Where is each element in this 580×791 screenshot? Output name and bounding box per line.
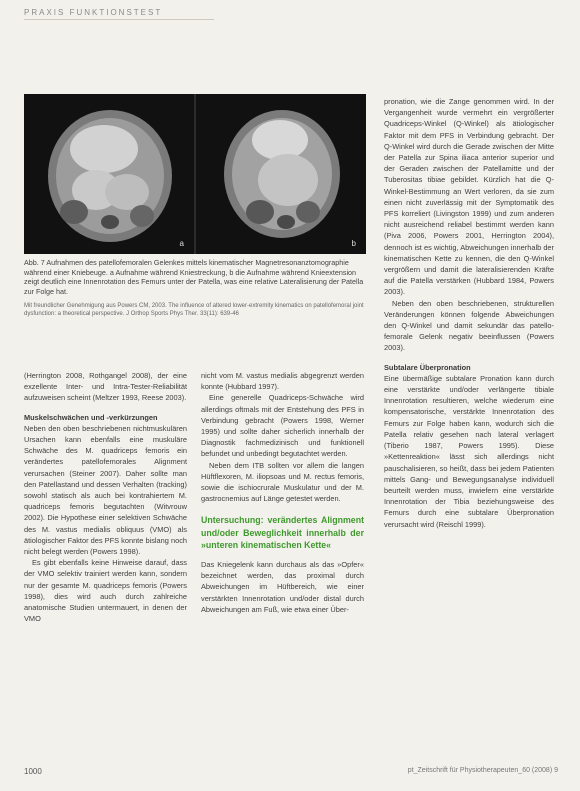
journal-footer: pt_Zeitschrift für Physiotherapeuten_60 (2008) 9 [407, 767, 558, 774]
page-number: 1000 [24, 767, 42, 776]
paragraph: Neben dem ITB sollten vor allem die langen Hüftflexoren, M. iliopsoas und M. rectus femoris, sowie die ischiocrurale Muskulatur und der M. gastrocnemius auf Länge getestet werden. [201, 460, 364, 504]
paragraph: Das Kniegelenk kann durchaus als das »Opfer« bezeichnet werden, das proximal durch Abweichungen im Hüftbereich, wie einer verstärkten Innenrotation und/oder distal durch Abweichungen am Fuß, wie etwa einer Über- [201, 560, 364, 614]
running-header: PRAXIS FUNKTIONSTEST [24, 8, 163, 17]
mri-image-a [24, 94, 194, 254]
text-column-1 [24, 370, 187, 624]
section-heading-muskelschwaechen: Muskelschwächen und -verkürzungen [24, 412, 158, 422]
section-heading-subtalare-ueberpronation: Subtalare Überpronation [384, 362, 471, 372]
panel-label-a: a [179, 239, 184, 248]
panel-label-b: b [351, 239, 356, 248]
paragraph: (Herrington 2008, Rothgangel 2008), der eine exzellente Inter- und Intra-Tester-Reliabilität aufzuweisen scheint (Meltzer 1993, Reese 2003). [24, 371, 187, 403]
paragraph: Eine generelle Quadriceps-Schwäche wird allerdings oftmals mit der Entstehung des PFS in Verbindung gebracht (Powers 1998, Werner 1995) und sollte daher sicherlich innerhalb der Diagnostik fachmedizinisch und funktionell befundet und unbedingt begutachtet werden. [201, 393, 364, 459]
mri-knee-cross-section-b [196, 94, 366, 254]
mri-image-b [196, 94, 366, 254]
caption-source: Mit freundlicher Genehmigung aus Powers CM, 2003. The influence of altered lower-extremity kinematics on patellofemoral joint dysfunction: a theoretical perspective. J Orthop Sports Phys Ther. 33(11): 639-46 [24, 303, 364, 318]
text-column-3 [384, 96, 554, 530]
header-rule [24, 19, 214, 20]
mri-figure [24, 94, 366, 254]
mri-knee-cross-section-a [24, 94, 194, 254]
paragraph: Es gibt ebenfalls keine Hinweise darauf, dass der VMO selektiv trainiert werden kann, sondern nur der gesamte M. quadriceps femoris (Powers 1998), dies wird auch durch zahlreiche anatomische Studien untermauert, in denen der VMO [24, 558, 187, 624]
paragraph: nicht vom M. vastus medialis abgegrenzt werden konnte (Hubbard 1997). [201, 371, 364, 392]
paragraph: Neben den oben beschriebenen, strukturellen Veränderungen können folgende Abweichungen den Q-Winkel und damit sekundär das patello-femorale Gelenk negativ beeinflussen (Powers 2003). [384, 298, 554, 353]
section-heading-untersuchung: Untersuchung: verändertes Alignment und/oder Beweglichkeit innerhalb der »unteren kinematischen Kette« [201, 515, 364, 550]
text-column-2 [201, 370, 364, 615]
figure-caption [24, 258, 369, 318]
paragraph: Eine übermäßige subtalare Pronation kann durch eine verstärkte und/oder verlängerte tibiale Innenrotation resultieren, welche wiederum eine kompensatorische, verstärkte Innenrotation des Femurs zur Folge haben kann, wodurch sich die Patella relativ gesehen nach lateral verlagert (Tiberio 1987, Powers 1995). Diese »Kettenreaktion« lässt sich allerdings nicht pauschalisieren, so heißt, dass bei jedem Patienten mittels Gang- und Bewegungsanalyse individuell beurteilt werden muss, inwiefern eine verstärkte Innenrotation der Tibia beziehungsweise des Femurs durch eine subtalare Überpronation verursacht wird (Reischl 1999). [384, 373, 554, 529]
paragraph: Neben den oben beschriebenen nichtmuskulären Ursachen kann ebenfalls eine muskuläre Schwäche des M. quadriceps femoris ein verändertes patellofemorales Alignment verursachen (Steiner 2007). Daher sollte man den Patellastand und dessen Verhalten (tracking) sowohl statisch als auch bei kontrahiertem M. quadriceps femoris begutachten (Witvrouw 2002). Die Hypothese einer selektiven Schwäche des M. vastus medialis obliquus (VMO) als ätiologischer Faktor des PFS konnte bislang noch nicht belegt werden (Powers 1998). [24, 423, 187, 557]
caption-text: Abb. 7 Aufnahmen des patellofemoralen Gelenkes mittels kinematischer Magnetresonanztomographie während einer Kniebeuge. a Aufnahme während Kniestreckung, b die Aufnahme während Knieextension zeigt deutlich eine Innenrotation des Femurs unter der Patella, was eine relative Lateralisierung der Patella zur Folge hat. [24, 258, 364, 296]
paragraph: pronation, wie die Zange genommen wird. In der Vergangenheit wurde vermehrt ein vergrößerter Quadriceps-Winkel (Q-Winkel) als ätiologischer Faktor mit dem PFS in Verbindung gebracht. Der Q-Winkel wird durch die Gerade zwischen der Mitte der Patella zur Spina iliaca anterior superior und der Geraden zwischen der Patellamitte und der Tuberositas tibiae gebildet. Kürzlich hat die Q-Winkel-Bestimmung an Wert verloren, da sie zum einen nicht zuverlässig mit der Symptomatik des PFS korreliert (Livingston 1999) und zum anderen nicht ausreichend reliabel bestimmt werden kann (Piva 2006, Powers 2001, Herrington 2004), dennoch ist es wichtig, Abweichungen innerhalb der kinematischen Kette zu kennen, die den Q-Winkel vergrößern und damit die lateralisierenden Kräfte auf die Patella verstärken (Hubbard 1984, Powers 2003). [384, 97, 554, 297]
